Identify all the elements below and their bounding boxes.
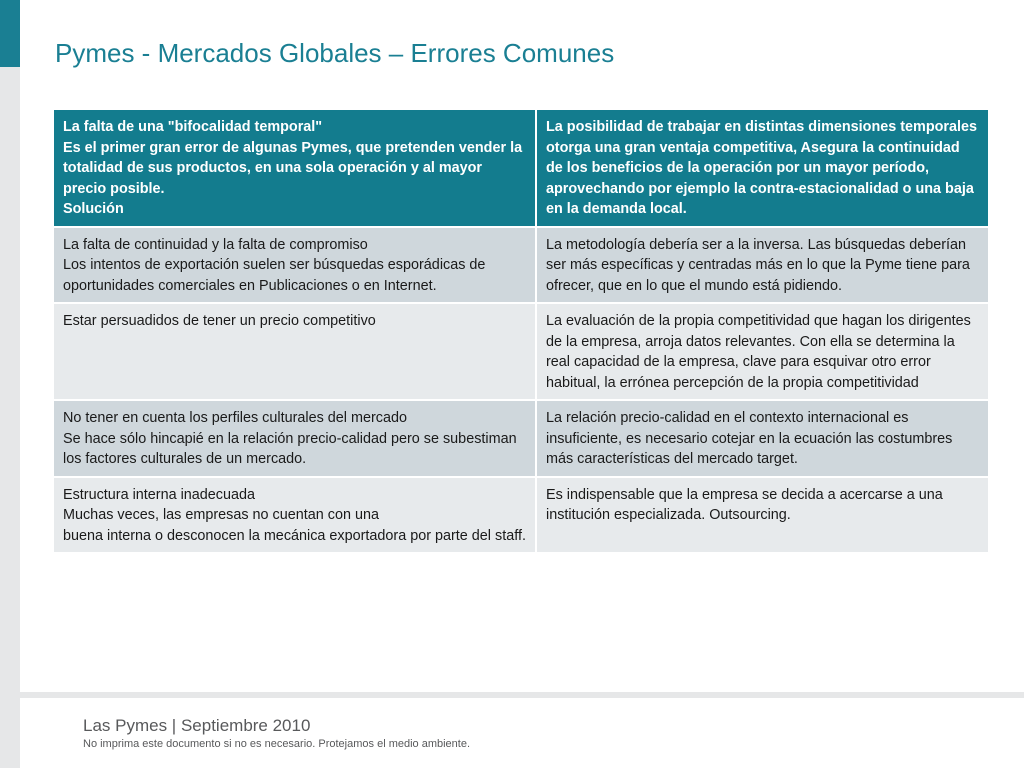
table-cell-solution bbox=[537, 478, 988, 555]
table-row bbox=[54, 304, 988, 401]
errors-table bbox=[54, 110, 988, 554]
cell-text: La posibilidad de trabajar en distintas dimensiones temporales otorga una gran ventaja competitiva, Asegura la continuidad de los beneficios de la operación por un mayor período, aprovechando por ejemplo la contra-estacionalidad o una baja en la demanda local. bbox=[546, 119, 978, 217]
cell-text: La falta de continuidad y la falta de compromiso bbox=[63, 236, 368, 253]
table-row bbox=[54, 478, 988, 555]
cell-text: Es el primer gran error de algunas Pymes, que pretenden vender la totalidad de sus productos, en una sola operación y al mayor precio posible. bbox=[63, 139, 523, 197]
cell-text: Solución bbox=[63, 201, 124, 217]
table-cell-error bbox=[54, 478, 537, 555]
cell-text: La relación precio-calidad en el contexto internacional es insuficiente, es necesario cotejar en la ecuación las costumbres más características del mercado target. bbox=[546, 410, 953, 467]
table-cell-solution bbox=[537, 228, 988, 305]
header-cell-left bbox=[54, 110, 537, 228]
table-cell-solution bbox=[537, 401, 988, 478]
footer-divider bbox=[20, 692, 1024, 698]
left-frame-bar bbox=[0, 0, 20, 768]
cell-text: Estructura interna inadecuada bbox=[63, 486, 255, 503]
table-cell-solution bbox=[537, 304, 988, 401]
cell-text: La metodología debería ser a la inversa. Las búsquedas deberían ser más específicas y centradas más en lo que la Pyme tiene para ofrecer, que en lo que el mundo está pidiendo. bbox=[546, 236, 970, 294]
cell-text: Muchas veces, las empresas no cuentan con una bbox=[63, 507, 379, 523]
cell-text: Estar persuadidos de tener un precio competitivo bbox=[63, 313, 376, 329]
table-cell-error bbox=[54, 304, 537, 401]
cell-text: No tener en cuenta los perfiles culturales del mercado bbox=[63, 410, 407, 426]
table-cell-error bbox=[54, 228, 537, 305]
table-row bbox=[54, 228, 988, 305]
cell-text: Se hace sólo hincapié en la relación precio-calidad pero se subestiman los factores culturales de un mercado. bbox=[63, 430, 517, 467]
table-cell-error bbox=[54, 401, 537, 478]
table-row bbox=[54, 401, 988, 478]
cell-text: La falta de una "bifocalidad temporal" bbox=[63, 119, 323, 135]
cell-text: La evaluación de la propia competitividad que hagan los dirigentes de la empresa, arroja datos relevantes. Con ella se determina la real capacidad de la empresa, clave para esquivar otro error habitual, la errónea percepción de la propia competitividad bbox=[546, 313, 971, 391]
footer-title: Las Pymes | Septiembre 2010 bbox=[83, 716, 311, 735]
cell-text: Los intentos de exportación suelen ser búsquedas esporádicas de oportunidades comerciales en Publicaciones o en Internet. bbox=[63, 257, 486, 294]
footer-note: No imprima este documento si no es necesario. Protejamos el medio ambiente. bbox=[83, 738, 471, 750]
left-accent-block bbox=[0, 0, 20, 67]
table-header-row bbox=[54, 110, 988, 228]
cell-text: Es indispensable que la empresa se decida a acercarse a una institución especializada. Outsourcing. bbox=[546, 486, 943, 523]
header-cell-right bbox=[537, 110, 988, 228]
cell-text: buena interna o desconocen la mecánica exportadora por parte del staff. bbox=[63, 527, 526, 544]
slide-title: Pymes - Mercados Globales – Errores Comunes bbox=[55, 38, 615, 68]
